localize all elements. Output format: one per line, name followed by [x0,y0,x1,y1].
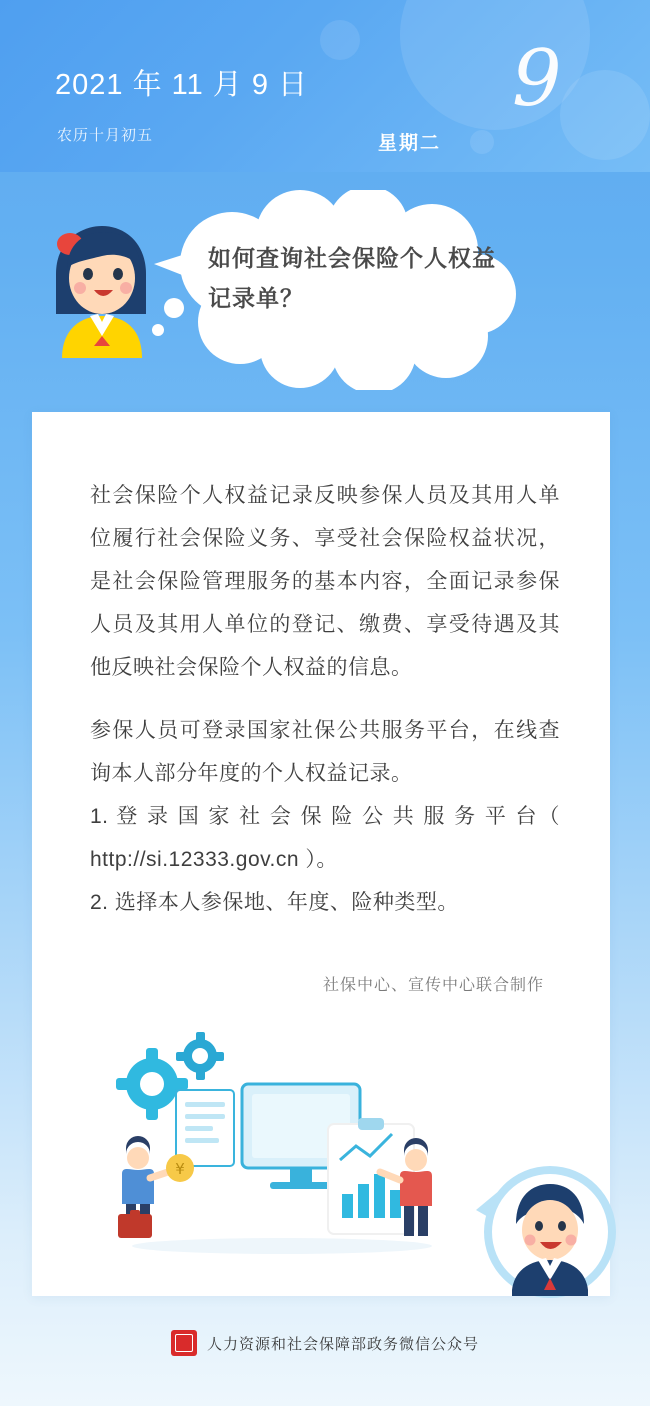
decorative-circle-icon [320,20,360,60]
article-body [90,474,560,924]
header-band [0,0,650,172]
illustration-graphic [92,1032,472,1262]
paragraph-2: 参保人员可登录国家社保公共服务平台，在线查询本人部分年度的个人权益记录。 [90,719,560,785]
footer-account-name: 人力资源和社会保障部政务微信公众号 [206,1335,479,1353]
date-label: 2021 年 11 月 9 日 [55,69,309,101]
step-2: 2. 选择本人参保地、年度、险种类型。 [90,891,459,914]
credit-line: 社保中心、宣传中心联合制作 [322,975,544,994]
question-text: 如何查询社会保险个人权益记录单？ [208,245,496,311]
paragraph-spacer [90,689,560,709]
footer-bar [0,1330,650,1356]
avatar-girl [42,218,154,358]
step-1: 1. 登 录 国 家 社 会 保 险 公 共 服 务 平 台（ http://si.12333.gov.cn ）。 [90,805,560,871]
avatar-man [470,1156,620,1306]
decorative-circle-icon [470,130,494,154]
ministry-emblem-icon [171,1330,197,1356]
paragraph-1: 社会保险个人权益记录反映参保人员及其用人单位履行社会保险义务、享受社会保险权益状况，是社会保险管理服务的基本内容，全面记录参保人员及其用人单位的登记、缴费、享受待遇及其他反映社会保险个人权益的信息。 [90,484,560,679]
decorative-circle-icon [560,70,650,160]
weekday-label: 星期二 [378,133,442,154]
gear-icon-small [176,1032,224,1080]
day-number-label: 9 [512,34,562,124]
lunar-date-label: 农历十月初五 [57,127,154,144]
question-speech-bubble [140,190,540,390]
svg-text:¥: ¥ [175,1160,185,1178]
